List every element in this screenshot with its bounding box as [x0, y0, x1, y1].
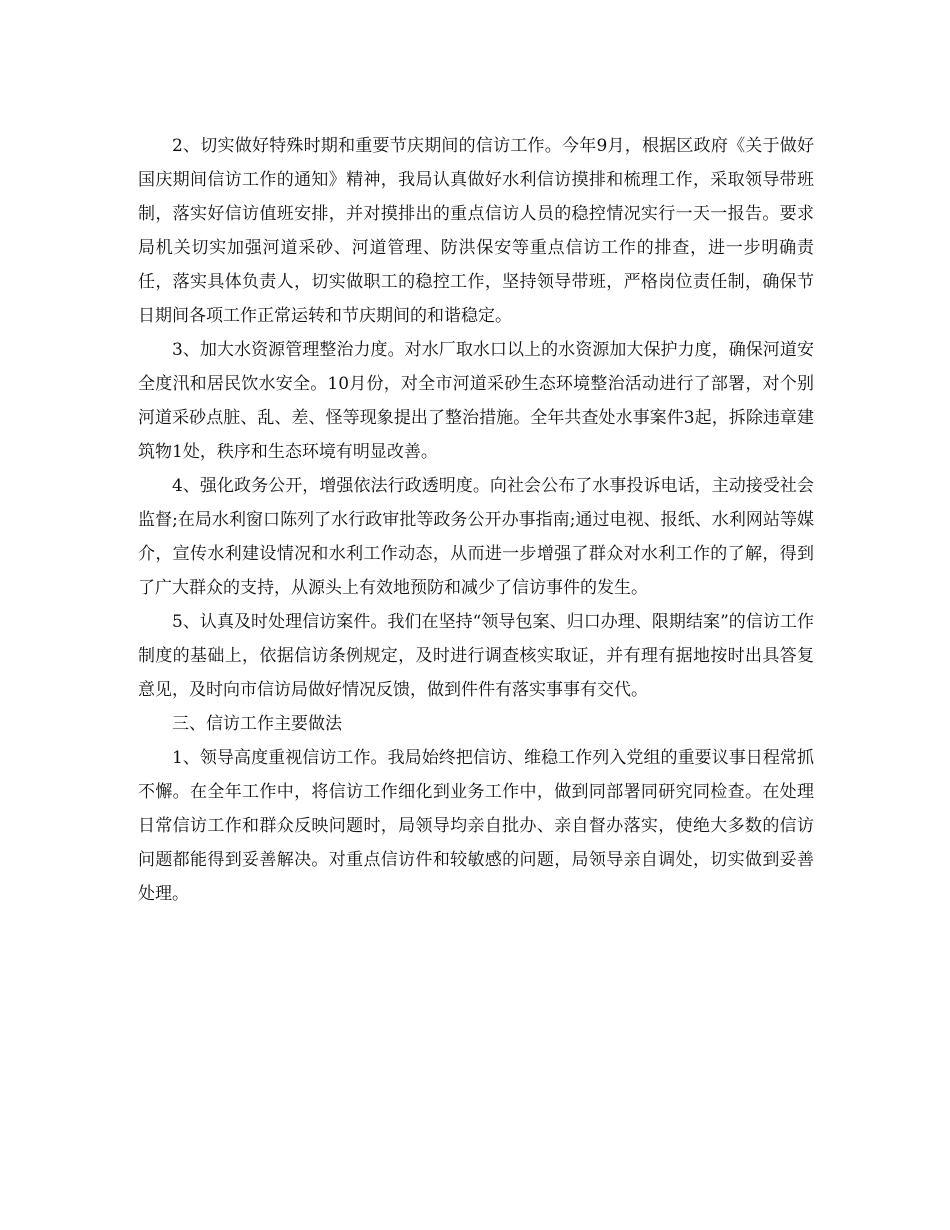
paragraph-special-period: 2、切实做好特殊时期和重要节庆期间的信访工作。今年9月，根据区政府《关于做好国庆期间信访工作的通知》精神，我局认真做好水利信访摸排和梳理工作，采取领导带班制，落实好信访值班安排，并对摸排出的重点信访人员的稳控情况实行一天一报告。要求局机关切实加强河道采砂、河道管理、防洪保安等重点信访工作的排查，进一步明确责任，落实具体负责人，切实做职工的稳控工作，坚持领导带班，严格岗位责任制，确保节日期间各项工作正常运转和节庆期间的和谐稳定。 — [138, 136, 814, 326]
paragraph-government-affairs: 4、强化政务公开，增强依法行政透明度。向社会公布了水事投诉电话，主动接受社会监督;在局水利窗口陈列了水行政审批等政务公开办事指南;通过电视、报纸、水利网站等媒介，宣传水利建设情况和水利工作动态，从而进一步增强了群众对水利工作的了解，得到了广大群众的支持，从源头上有效地预防和减少了信访事件的发生。 — [138, 476, 814, 598]
section-heading: 三、信访工作主要做法 — [172, 714, 342, 734]
paragraph-petition-cases: 5、认真及时处理信访案件。我们在坚持“领导包案、归口办理、限期结案”的信访工作制度的基础上，依据信访条例规定，及时进行调查核实取证，并有理有据地按时出具答复意见，及时向市信访局做好情况反馈，做到件件有落实事事有交代。 — [138, 612, 814, 700]
document-body — [138, 129, 814, 911]
paragraph-leadership: 1、领导高度重视信访工作。我局始终把信访、维稳工作列入党组的重要议事日程常抓不懈。在全年工作中，将信访工作细化到业务工作中，做到同部署同研究同检查。在处理日常信访工作和群众反映问题时，局领导均亲自批办、亲自督办落实，使绝大多数的信访问题都能得到妥善解决。对重点信访件和较敏感的问题，局领导亲自调处，切实做到妥善处理。 — [138, 748, 814, 904]
paragraph-water-resources: 3、加大水资源管理整治力度。对水厂取水口以上的水资源加大保护力度，确保河道安全度汛和居民饮水安全。10月份，对全市河道采砂生态环境整治活动进行了部署，对个别河道采砂点脏、乱、差、怪等现象提出了整治措施。全年共查处水事案件3起，拆除违章建筑物1处，秩序和生态环境有明显改善。 — [138, 340, 814, 462]
